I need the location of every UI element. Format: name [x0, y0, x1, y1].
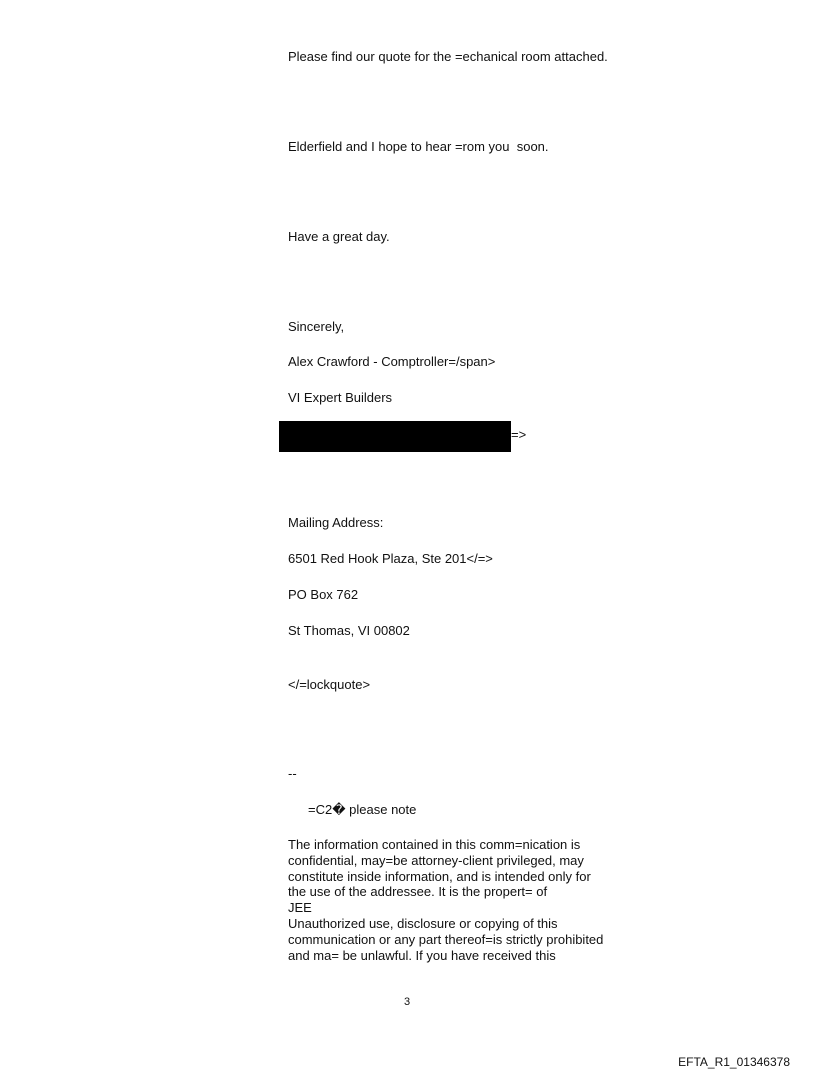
closing: Sincerely,	[288, 319, 345, 334]
disclaimer	[288, 837, 638, 963]
mailing-address-label: Mailing Address:	[288, 515, 384, 530]
page-number: 3	[404, 996, 411, 1008]
redaction-tail-text: =>	[511, 427, 527, 442]
mailing-city: St Thomas, VI 00802	[288, 623, 410, 638]
signature-company: VI Expert Builders	[288, 390, 393, 405]
disclaimer-line: JEE	[288, 900, 312, 916]
disclaimer-line: the use of the addressee. It is the propert= of	[288, 884, 548, 900]
redaction-block	[279, 421, 511, 452]
disclaimer-line: Unauthorized use, disclosure or copying of this	[288, 915, 558, 931]
disclaimer-line: constitute inside information, and is intended only for	[288, 868, 591, 884]
signature-separator: --	[288, 766, 297, 781]
body-line-great-day: Have a great day.	[288, 229, 390, 244]
mailing-street: 6501 Red Hook Plaza, Ste 201</=>	[288, 551, 493, 566]
document-id: EFTA_R1_01346378	[678, 1055, 790, 1069]
disclaimer-line: communication or any part thereof=is strictly prohibited	[288, 931, 604, 947]
disclaimer-line: confidential, may=be attorney-client privileged, may	[288, 852, 584, 868]
note-heading: =C2� please note	[308, 802, 417, 817]
body-line-quote: Please find our quote for the =echanical room attached.	[288, 49, 608, 64]
body-line-hope: Elderfield and I hope to hear =rom you soon.	[288, 139, 549, 154]
signature-name: Alex Crawford - Comptroller=/span>	[288, 354, 496, 369]
disclaimer-line: and ma= be unlawful. If you have received this	[288, 947, 556, 963]
blockquote-end: </=lockquote>	[288, 677, 371, 692]
disclaimer-line: The information contained in this comm=nication is	[288, 837, 581, 852]
mailing-po-box: PO Box 762	[288, 587, 359, 602]
